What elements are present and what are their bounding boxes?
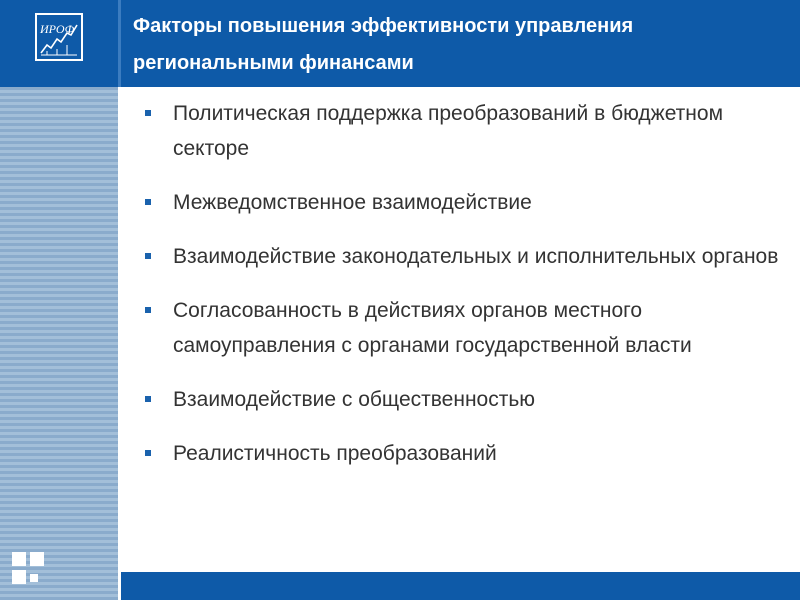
logo-text: ИРОФ: [40, 22, 75, 36]
footer-bar: [118, 572, 800, 600]
sidebar-stripes: [0, 0, 118, 600]
slide-title: Факторы повышения эффективности управления региональными финансами: [133, 15, 634, 74]
list-item-text: Политическая поддержка преобразований в бюджетном секторе: [173, 102, 724, 160]
list-item: [140, 185, 790, 220]
square-bullet-icon: [145, 110, 151, 116]
irof-logo-icon: [35, 13, 83, 61]
bullet-list: [140, 96, 790, 490]
list-item-text: Межведомственное взаимодействие: [173, 191, 532, 214]
header-divider: [118, 0, 121, 87]
list-item-text: Взаимодействие законодательных и исполнительных органов: [173, 245, 779, 268]
list-item-text: Реалистичность преобразований: [173, 442, 497, 465]
square-bullet-icon: [145, 307, 151, 313]
list-item: [140, 239, 790, 274]
list-item-text: Согласованность в действиях органов местного самоуправления с органами государственной власти: [173, 299, 692, 357]
square-bullet-icon: [145, 199, 151, 205]
list-item: [140, 96, 790, 166]
list-item: [140, 293, 790, 363]
square-bullet-icon: [145, 396, 151, 402]
footer-divider: [118, 572, 121, 600]
list-item-text: Взаимодействие с общественностью: [173, 388, 536, 411]
square-bullet-icon: [145, 253, 151, 259]
squares-decor-icon: [12, 552, 52, 592]
list-item: [140, 436, 790, 471]
list-item: [140, 382, 790, 417]
square-bullet-icon: [145, 450, 151, 456]
